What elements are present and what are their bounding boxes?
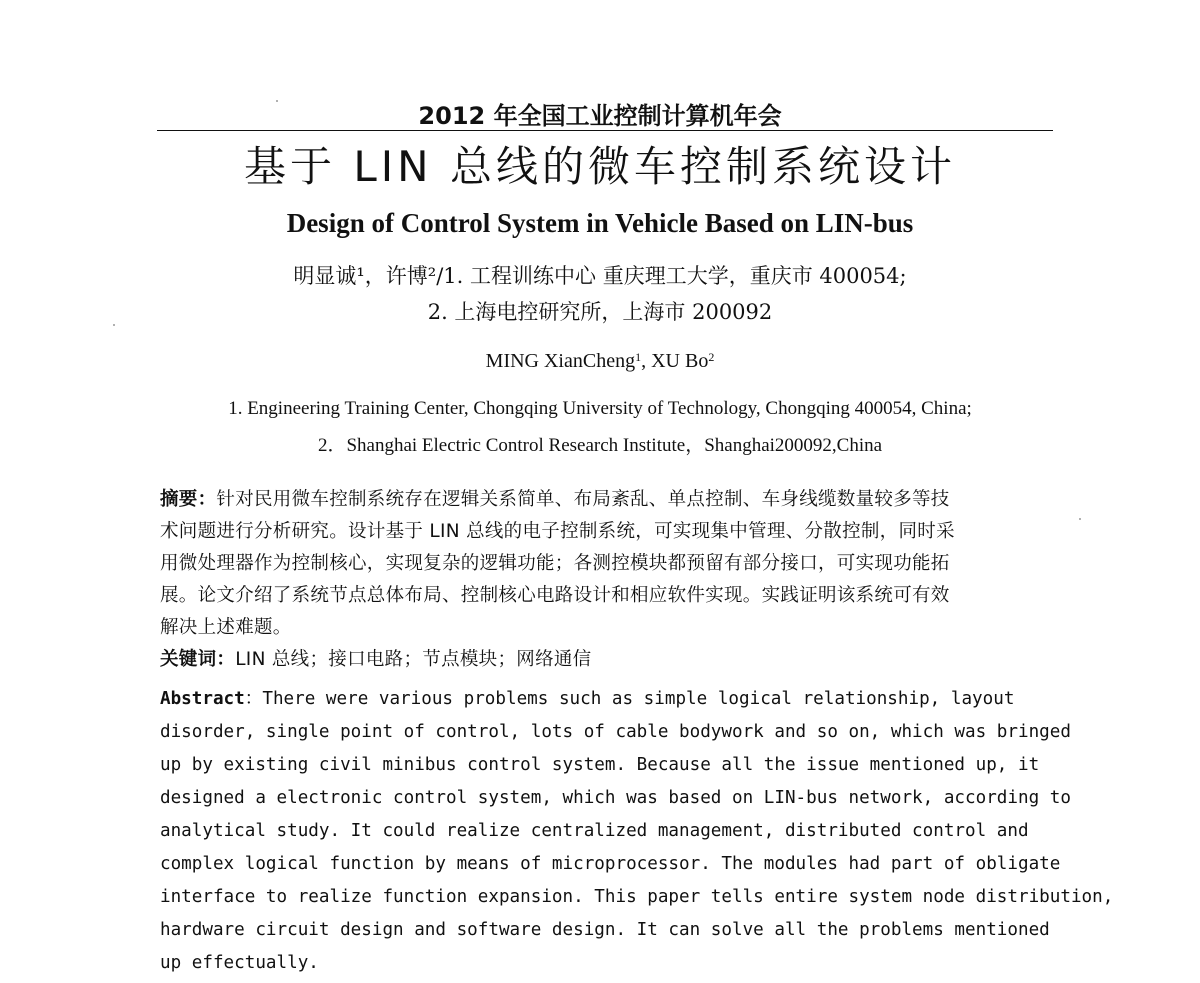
abstract-zh-line: 展。论文介绍了系统节点总体布局、控制核心电路设计和相应软件实现。实践证明该系统可有效 bbox=[160, 585, 950, 606]
abstract-en-line: complex logical function by means of microprocessor. The modules had part of obligate bbox=[160, 854, 1061, 874]
abstract-en-line: designed a electronic control system, which was based on LIN-bus network, according to bbox=[160, 788, 1071, 808]
abstract-zh-line: 术问题进行分析研究。设计基于 LIN 总线的电子控制系统，可实现集中管理、分散控制，同时采 bbox=[160, 521, 955, 542]
abstract-en-line: up effectually. bbox=[160, 953, 319, 973]
scan-speck bbox=[276, 100, 278, 102]
abstract-en bbox=[160, 683, 1114, 980]
paper-title-en: Design of Control System in Vehicle Based on LIN-bus bbox=[286, 208, 914, 238]
abstract-zh-line: 用微处理器作为控制核心，实现复杂的逻辑功能；各测控模块都预留有部分接口，可实现功能拓 bbox=[160, 553, 950, 574]
header-rule bbox=[157, 130, 1053, 131]
affiliation-2: 2．Shanghai Electric Control Research Institute，Shanghai200092,China bbox=[317, 435, 883, 456]
abstract-zh-line: 摘要：针对民用微车控制系统存在逻辑关系简单、布局紊乱、单点控制、车身线缆数量较多等技 bbox=[160, 489, 950, 510]
abstract-en-label: Abstract bbox=[160, 689, 245, 709]
abstract-zh-label: 摘要： bbox=[160, 489, 217, 510]
abstract-en-line: hardware circuit design and software design. It can solve all the problems mentioned bbox=[160, 920, 1050, 940]
authors-zh-line1: 明显诚¹，许博²/1. 工程训练中心 重庆理工大学，重庆市 400054; bbox=[293, 264, 907, 288]
authors-en bbox=[0, 350, 1200, 373]
abstract-zh-line: 解决上述难题。 bbox=[160, 617, 292, 638]
author-en-1: MING XianCheng bbox=[485, 350, 636, 372]
keywords-zh bbox=[160, 644, 1050, 676]
author-en-sep: , XU Bo bbox=[641, 350, 709, 372]
abstract-en-line: analytical study. It could realize centralized management, distributed control and bbox=[160, 821, 1029, 841]
author-en-1-sup: 1 bbox=[635, 350, 642, 364]
abstract-en-line: up by existing civil minibus control system. Because all the issue mentioned up, it bbox=[160, 755, 1040, 775]
affiliation-1: 1. Engineering Training Center, Chongqing University of Technology, Chongqing 400054, China; bbox=[228, 398, 972, 419]
keywords-zh-text: LIN 总线；接口电路；节点模块；网络通信 bbox=[235, 649, 592, 670]
paper-title-zh: 基于 LIN 总线的微车控制系统设计 bbox=[244, 142, 956, 191]
scan-speck bbox=[1079, 518, 1081, 520]
conference-header: 2012 年全国工业控制计算机年会 bbox=[418, 102, 782, 130]
authors-zh-line2: 2. 上海电控研究所，上海市 200092 bbox=[427, 300, 773, 324]
abstract-en-line: disorder, single point of control, lots of cable bodywork and so on, which was bringed bbox=[160, 722, 1071, 742]
author-en-2-sup: 2 bbox=[708, 350, 715, 364]
scan-speck bbox=[113, 324, 115, 326]
abstract-en-line: interface to realize function expansion. This paper tells entire system node distribution, bbox=[160, 887, 1114, 907]
abstract-en-line: Abstract：There were various problems such as simple logical relationship, layout bbox=[160, 689, 1015, 709]
keywords-zh-label: 关键词： bbox=[160, 649, 236, 670]
abstract-zh bbox=[160, 484, 1050, 676]
